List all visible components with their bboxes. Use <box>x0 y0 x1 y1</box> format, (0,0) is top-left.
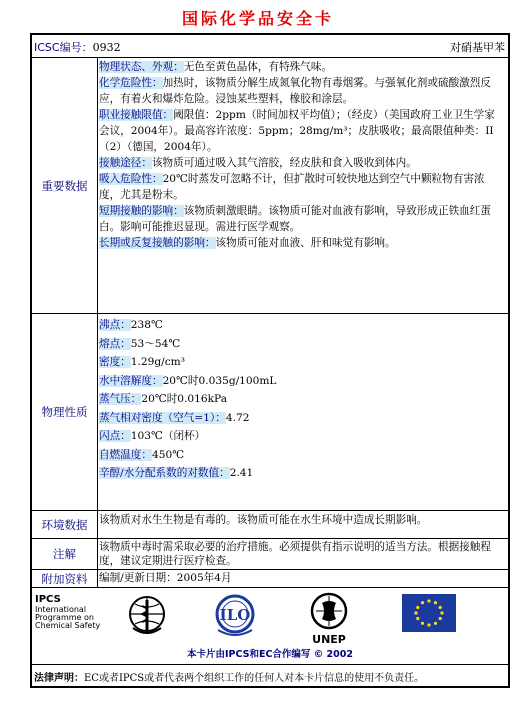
additional-content: 编制/更新日期：2005年4月 <box>99 572 232 584</box>
legal-head: 法律声明： <box>34 673 84 684</box>
important-item: 物理状态、外观：无色至黄色晶体，有特殊气味。 <box>99 61 333 73</box>
unep-label: UNEP <box>312 633 346 646</box>
ilo-emblem-icon <box>212 592 258 640</box>
chemical-name: 对硝基甲苯 <box>450 41 505 54</box>
section-label: 注解 <box>32 539 98 569</box>
important-data-section <box>32 58 508 314</box>
icsc-label: ICSC编号： <box>34 41 93 54</box>
section-label: 环境数据 <box>32 511 98 538</box>
icsc-value: 0932 <box>92 41 121 54</box>
property-item: 密度：1.29g/cm³ <box>99 356 185 368</box>
unep-logo <box>304 591 354 646</box>
credit-line: 本卡片由IPCS和EC合作编写 © 2002 <box>186 649 353 660</box>
unep-emblem-icon <box>304 591 354 631</box>
notes-section <box>32 539 508 570</box>
property-item: 水中溶解度：20℃时0.035g/100mL <box>99 374 277 387</box>
environment-section <box>32 511 508 539</box>
svg-text:ILO: ILO <box>219 606 251 624</box>
who-emblem-icon <box>127 594 167 638</box>
property-item: 蒸气压：20℃时0.016kPa <box>99 393 228 405</box>
icsc-number <box>34 39 121 55</box>
property-item: 闪点：103℃（闭杯） <box>99 430 206 442</box>
important-data-content <box>98 58 508 313</box>
section-label: 重要数据 <box>32 58 98 313</box>
card-title: 国际化学品安全卡 <box>181 9 334 28</box>
important-item: 吸入危险性：20℃时蒸发可忽略不计，但扩散时可较快地达到空气中颗粒物有害浓度，尤其是粉末。 <box>99 173 485 201</box>
physical-properties-content <box>98 314 508 510</box>
property-item: 沸点：238℃ <box>99 319 163 331</box>
important-item: 接触途径：该物质可通过吸入其气溶胶，经皮肤和食入吸收到体内。 <box>99 157 417 169</box>
card-header <box>32 35 508 58</box>
legal-text: EC或者IPCS或者代表两个组织工作的任何人对本卡片信息的使用不负责任。 <box>84 673 425 684</box>
property-item: 蒸气相对密度（空气=1）：4.72 <box>99 411 250 424</box>
important-item: 长期或反复接触的影响：该物质可能对血液、肝和味觉有影响。 <box>99 237 396 249</box>
property-item: 辛醇/水分配系数的对数值：2.41 <box>99 467 254 479</box>
section-label: 附加资料 <box>32 570 98 587</box>
logo-row <box>32 588 508 665</box>
ipcs-logo: IPCS International Programme on Chemical Safety <box>35 594 101 630</box>
section-label: 物理性质 <box>32 314 98 510</box>
additional-section <box>32 570 508 588</box>
physical-properties-section <box>32 314 508 511</box>
legal-statement <box>34 669 424 684</box>
safety-card <box>30 33 510 688</box>
notes-content: 该物质中毒时需采取必要的治疗措施。必须提供有指示说明的适当方法。根据接触程度，建议定期进行医疗检查。 <box>99 541 491 567</box>
important-item: 短期接触的影响：该物质刺激眼睛。该物质可能对血液有影响，导致形成正铁血红蛋白。影响可能推迟显现。需进行医学观察。 <box>99 205 491 233</box>
important-item: 职业接触限值：阈限值：2ppm（时间加权平均值）；（经皮）（美国政府工业卫生学家会议，2004年）。最高容许浓度：5ppm；28mg/m³；皮肤吸收；最高限值种类：II（2）（德国，2004年）。 <box>99 109 495 153</box>
environment-content: 该物质对水生生物是有毒的。该物质可能在水生环境中造成长期影响。 <box>99 514 428 526</box>
important-item: 化学危险性：加热时，该物质分解生成氮氧化物有毒烟雾。与强氧化剂或硫酸激烈反应，有着火和爆炸危险。浸蚀某些塑料，橡胶和涂层。 <box>99 77 491 105</box>
property-item: 自燃温度：450℃ <box>99 448 185 461</box>
property-item: 熔点：53～54℃ <box>99 337 181 350</box>
eu-flag-icon <box>402 594 456 632</box>
